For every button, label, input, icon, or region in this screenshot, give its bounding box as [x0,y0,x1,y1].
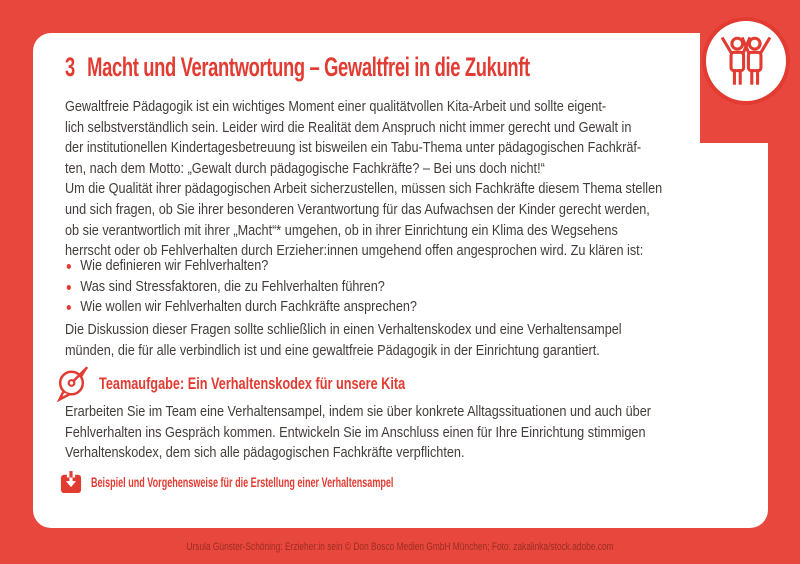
team-task-heading: Teamaufgabe: Ein Verhaltenskodex für unsere Kita [99,374,406,393]
text-line: Verhaltenskodex, dem sich alle pädagogischen Fachkräfte verpflichten. [65,444,465,462]
download-link-label: Beispiel und Vorgehensweise für die Erstellung einer Verhaltensampel [91,475,394,490]
footer [0,537,800,555]
chapter-title: Macht und Verantwortung – Gewaltfrei in die Zukunft [87,52,530,82]
list-item-text: Was sind Stressfaktoren, die zu Fehlverhalten führen? [80,277,385,295]
bullet-dot [67,264,71,269]
text-line: der institutionellen Kindertagesbetreuung ist bisweilen ein Tabu-Thema unter pädagogischen Fachkräf- [65,139,642,157]
text-line: Erarbeiten Sie im Team eine Verhaltensampel, indem sie über konkrete Alltagssituationen und auch über [65,403,651,420]
download-link[interactable] [60,471,542,494]
list-item-text: Wie wollen wir Fehlverhalten durch Fachkräfte ansprechen? [80,298,417,316]
intro-paragraph [65,97,662,262]
text-line: ten, nach dem Motto: „Gewalt durch pädagogische Fachkräfte? – Bei uns doch nicht!“ [65,159,545,177]
question-list [65,256,417,318]
list-item [65,256,417,277]
credit-line: Ursula Günster-Schöning: Erzieher:in sein © Don Bosco Medien GmbH München; Foto: zakalinka/stock.adobe.com [186,541,614,553]
text-line: Gewaltfreie Pädagogik ist ein wichtiges Moment einer qualitätvollen Kita-Arbeit und sollte eigent- [65,98,607,115]
text-line: und sich fragen, ob Sie ihrer besonderen Verantwortung für das Aufwachsen der Kinder gerecht werden, [65,200,650,218]
header-badge [702,17,790,105]
cheering-children-icon [717,34,775,88]
page-title [65,52,530,83]
team-task-paragraph [65,402,651,464]
list-item-text: Wie definieren wir Fehlverhalten? [80,257,269,274]
text-line: Um die Qualität ihrer pädagogischen Arbeit sicherzustellen, müssen sich Fachkräfte diesem Thema stellen [65,180,663,198]
text-line: herrscht oder ob Fehlverhalten durch Erzieher:innen umgehend offen angesprochen wird. Zu klären ist: [65,242,644,260]
bullet-dot [67,285,71,290]
discussion-paragraph [65,320,622,361]
text-line: münden, die für alle verbindlich ist und eine gewaltfreie Pädagogik in der Einrichtung garantiert. [65,341,600,359]
speech-bubble-pen-icon [56,366,92,402]
bullet-dot [67,305,71,310]
chapter-number: 3 [65,52,75,82]
download-icon [60,471,82,494]
list-item [65,297,417,318]
text-line: ob sie verantwortlich mit ihrer „Macht“* umgehen, ob in ihrer Einrichtung ein Klima des Wegsehens [65,221,618,239]
text-line: Fehlverhalten ins Gespräch kommen. Entwickeln Sie im Anschluss einen für Ihre Einrichtung stimmigen [65,423,646,441]
text-line: Die Diskussion dieser Fragen sollte schließlich in einen Verhaltenskodex und eine Verhaltensampel [65,321,622,338]
list-item [65,277,417,298]
text-line: lich selbstverständlich sein. Leider wird die Realität dem Anspruch nicht immer gerecht und Gewalt in [65,118,632,136]
team-task-header [56,366,497,402]
